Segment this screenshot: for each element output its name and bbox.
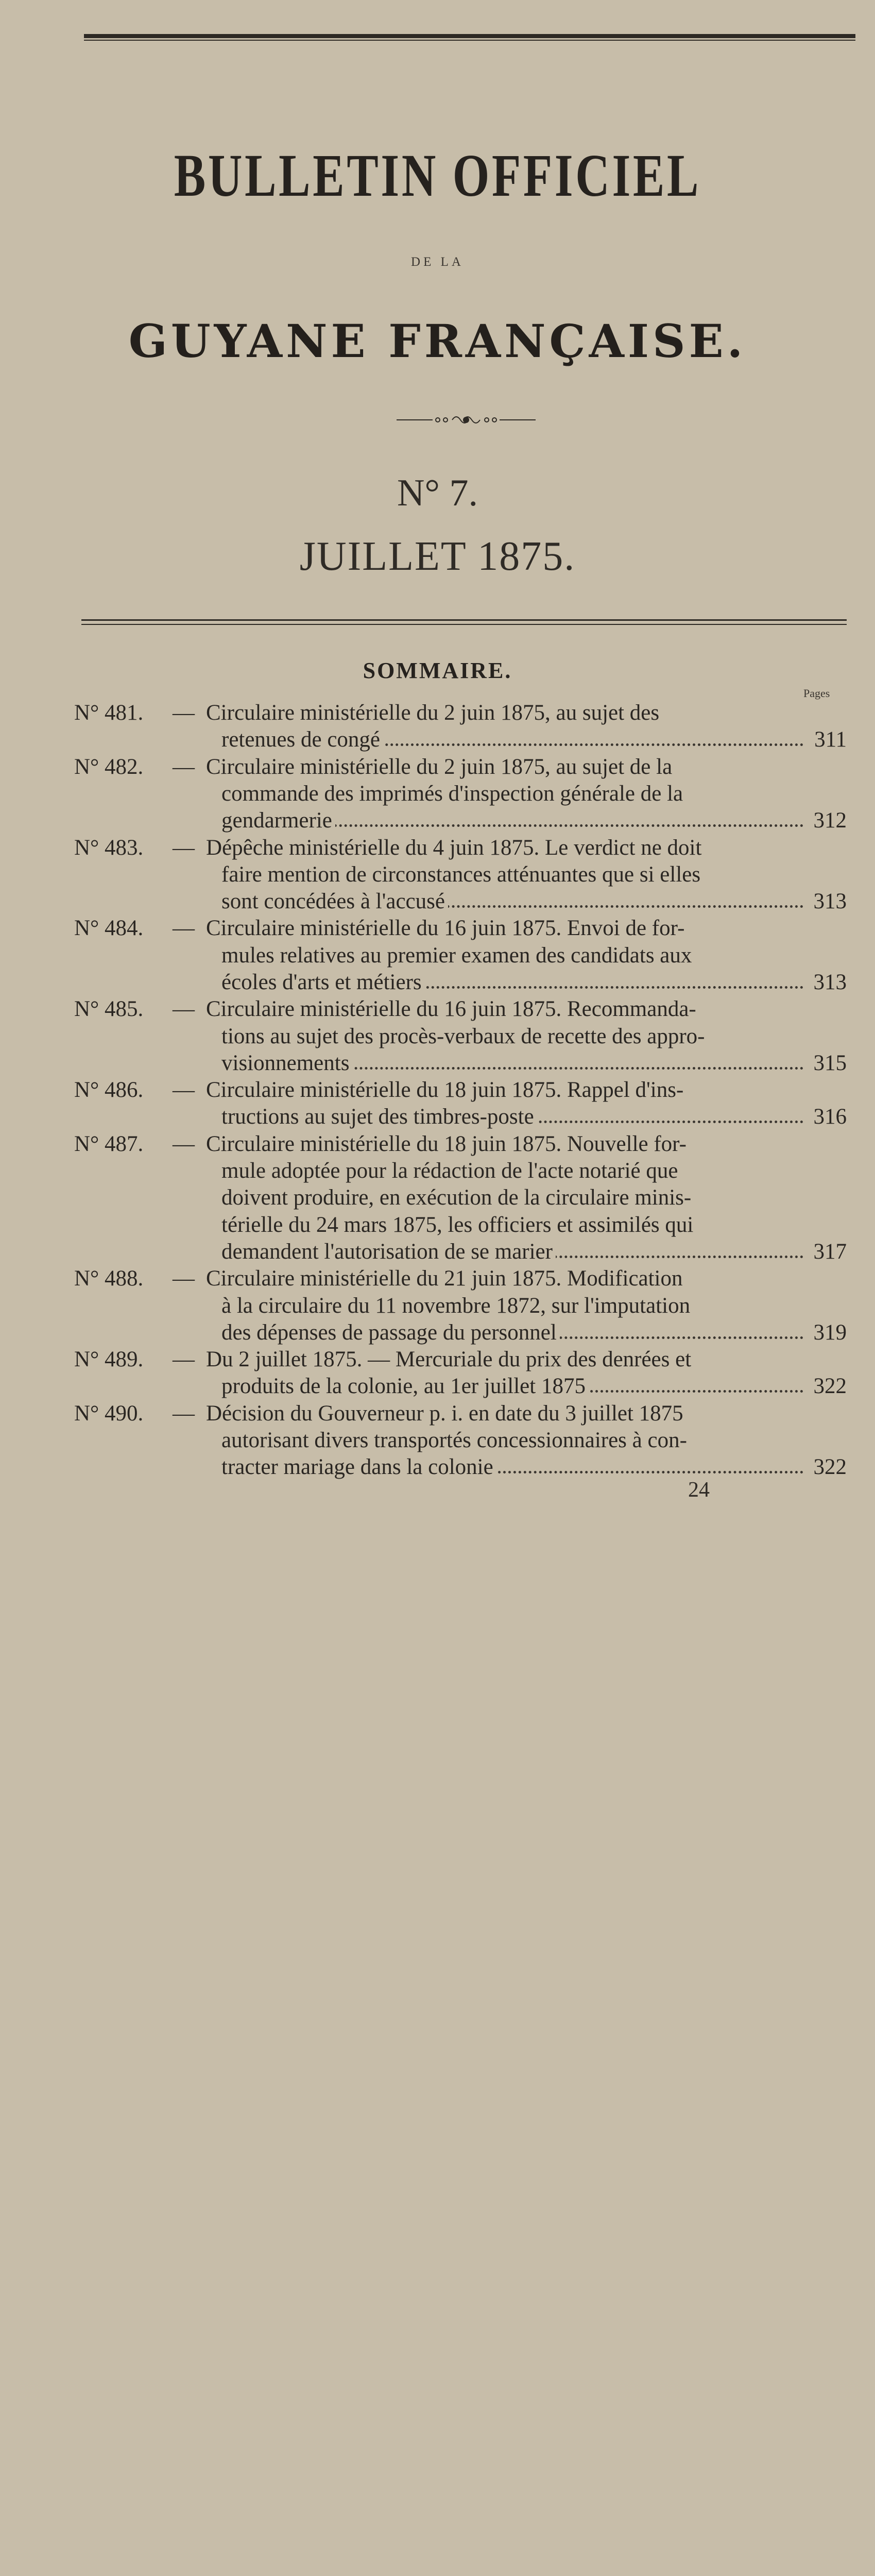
toc-entry-page: 315 <box>813 1050 847 1075</box>
toc-entry-dash: — <box>173 1401 195 1426</box>
toc-entry-number: N° 490. <box>74 1401 144 1426</box>
toc-entry-line: produits de la colonie, au 1er juillet 1875 <box>221 1374 589 1398</box>
issue-number: N° 7. <box>397 472 478 514</box>
ornament-divider-icon <box>397 412 536 428</box>
toc-entry-number: N° 484. <box>74 916 144 941</box>
toc-entry-page: 313 <box>813 970 847 994</box>
toc-entry-dash: — <box>173 916 195 941</box>
toc-entry-number: N° 483. <box>74 835 144 860</box>
toc-entry-line: mule adoptée pour la rédaction de l'acte notarié que <box>221 1159 678 1183</box>
toc-entry-leader <box>221 888 803 915</box>
toc-entry-page: 316 <box>813 1105 847 1129</box>
toc-entry-dash: — <box>173 1347 195 1372</box>
toc-entry-page: 322 <box>813 1374 847 1399</box>
toc-entry-page: 319 <box>813 1320 847 1345</box>
toc-entry-leader <box>221 1104 803 1130</box>
toc-entry-leader <box>221 1050 803 1077</box>
toc-entry-number: N° 481. <box>74 701 144 725</box>
toc-entry-dash: — <box>173 1266 195 1291</box>
toc-entry-leader <box>221 1319 803 1346</box>
toc-entry-line: mules relatives au premier examen des candidats aux <box>221 943 692 968</box>
colony-title: GUYANE FRANÇAISE. <box>128 314 747 368</box>
toc-entry-line: à la circulaire du 11 novembre 1872, sur l'imputation <box>221 1293 691 1318</box>
middle-double-rule <box>81 619 847 625</box>
toc-entry-dash: — <box>173 1078 195 1103</box>
toc-entry-line: Circulaire ministérielle du 21 juin 1875. Modification <box>206 1266 683 1291</box>
toc-entry-page: 311 <box>814 727 847 752</box>
toc-entry-line: Circulaire ministérielle du 16 juin 1875. Recommanda- <box>206 997 696 1022</box>
toc-entry-leader <box>221 1454 803 1481</box>
toc-entry-line: Dépêche ministérielle du 4 juin 1875. Le verdict ne doit <box>206 835 702 860</box>
toc-entry-line: doivent produire, en exécution de la circulaire minis- <box>221 1185 692 1210</box>
toc-entry-line: Circulaire ministérielle du 18 juin 1875. Rappel d'ins- <box>206 1078 684 1103</box>
toc-entry-line: Décision du Gouverneur p. i. en date du 3 juillet 1875 <box>206 1401 683 1426</box>
toc-entry-line: autorisant divers transportés concessionnaires à con- <box>221 1428 687 1453</box>
toc-entry-leader <box>221 807 803 834</box>
sommaire-heading: SOMMAIRE. <box>363 658 512 683</box>
toc-entry-line: térielle du 24 mars 1875, les officiers et assimilés qui <box>221 1212 694 1237</box>
toc-entry-page: 312 <box>813 808 847 833</box>
pages-column-label: Pages <box>803 687 830 700</box>
toc-entry-line: commande des imprimés d'inspection générale de la <box>221 781 683 806</box>
signature-number: 24 <box>688 1478 710 1502</box>
toc-entry-page: 313 <box>813 889 847 914</box>
toc-entry-line: des dépenses de passage du personnel <box>221 1320 560 1345</box>
toc-entry-line: visionnements <box>221 1051 352 1075</box>
toc-entry-line: tions au sujet des procès-verbaux de recette des appro- <box>221 1024 705 1048</box>
toc-entry-number: N° 482. <box>74 754 144 779</box>
toc-entry-line: Circulaire ministérielle du 2 juin 1875, au sujet des <box>206 701 660 725</box>
top-double-rule <box>84 34 855 40</box>
bulletin-title: BULLETIN OFFICIEL <box>174 142 701 209</box>
toc-entry-line: Circulaire ministérielle du 2 juin 1875, au sujet de la <box>206 754 673 779</box>
toc-entry-line: tructions au sujet des timbres-poste <box>221 1105 537 1129</box>
toc-entry-leader <box>221 1239 803 1265</box>
toc-entry-line: sont concédées à l'accusé <box>221 889 448 913</box>
toc-entry-dash: — <box>173 754 195 779</box>
toc-entry-line: Circulaire ministérielle du 18 juin 1875. Nouvelle for- <box>206 1131 687 1156</box>
toc-entry-number: N° 489. <box>74 1347 144 1372</box>
toc-entry-page: 322 <box>813 1455 847 1480</box>
toc-entry-leader <box>221 969 803 996</box>
toc-entry-line: retenues de congé <box>221 727 383 752</box>
toc-entry-number: N° 486. <box>74 1078 144 1103</box>
toc-entry-leader <box>221 726 803 753</box>
toc-entry-dash: — <box>173 701 195 725</box>
issue-date: JUILLET 1875. <box>299 534 576 579</box>
toc-entry-line: demandent l'autorisation de se marier <box>221 1240 556 1264</box>
toc-entry-leader <box>221 1373 803 1400</box>
toc-entry-line: Du 2 juillet 1875. — Mercuriale du prix des denrées et <box>206 1347 692 1372</box>
toc-entry-line: écoles d'arts et métiers <box>221 970 425 994</box>
toc-entry-number: N° 487. <box>74 1131 144 1156</box>
toc-entry-dash: — <box>173 835 195 860</box>
toc-entry-page: 317 <box>813 1239 847 1264</box>
toc-entry-dash: — <box>173 997 195 1022</box>
toc-entry-dash: — <box>173 1131 195 1156</box>
toc-entry-line: faire mention de circonstances atténuantes que si elles <box>221 862 701 887</box>
toc-entry-line: Circulaire ministérielle du 16 juin 1875. Envoi de for- <box>206 916 685 941</box>
toc-entry-line: gendarmerie <box>221 808 335 833</box>
toc-entry-number: N° 485. <box>74 997 144 1022</box>
toc-entry-number: N° 488. <box>74 1266 144 1291</box>
title-connector: DE LA <box>411 255 464 269</box>
toc-entry-line: tracter mariage dans la colonie <box>221 1455 496 1479</box>
